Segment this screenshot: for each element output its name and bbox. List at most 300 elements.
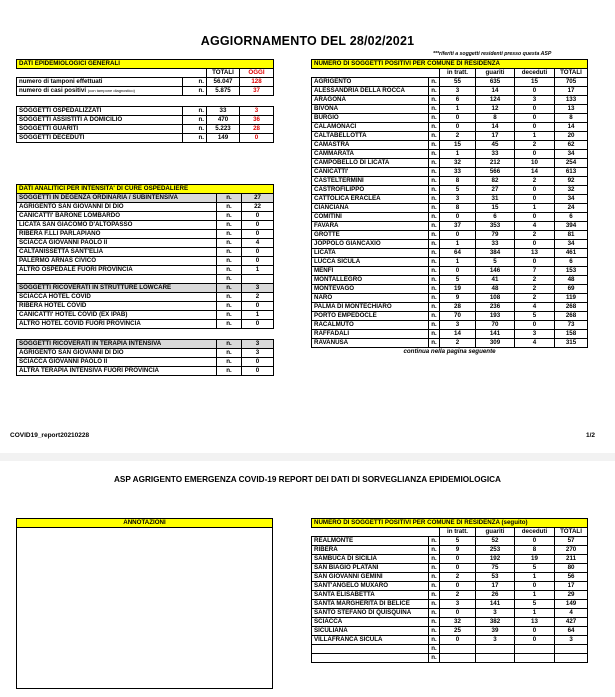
comune-name: LUCCA SICULA [312,258,429,267]
analytics-n: n. [217,275,242,284]
comune-guariti: 31 [476,195,515,204]
general-n: n. [183,116,207,125]
comune-row [312,204,588,213]
comune-guariti: 3 [476,636,515,645]
page-divider [0,453,615,461]
comune-in-tratt: 6 [440,96,476,105]
comune-name: CALAMONACI [312,123,429,132]
analytics-value: 0 [242,221,274,230]
comune-in-tratt: 0 [440,213,476,222]
analytics-label: ALTRA TERAPIA INTENSIVA FUORI PROVINCIA [17,367,217,376]
comune-row [312,132,588,141]
comune-n: n. [429,132,440,141]
analytics-value: 2 [242,293,274,302]
analytics-value: 1 [242,311,274,320]
comune-n: n. [429,195,440,204]
analytics-label: AGRIGENTO SAN GIOVANNI DI DIO [17,349,217,358]
comune-totali: 62 [555,141,588,150]
analytics-n: n. [217,349,242,358]
comune-totali: 4 [555,609,588,618]
comune-n: n. [429,312,440,321]
analytics-label: CALTANISSETTA SANT'ELIA [17,248,217,257]
comune-name: MONTEVAGO [312,285,429,294]
comune-in-tratt: 0 [440,636,476,645]
analytics-n: n. [217,230,242,239]
general-total: 33 [207,107,240,116]
page-number: 1/2 [586,432,596,439]
comune-n: n. [429,654,440,663]
comune-in-tratt: 2 [440,573,476,582]
comune-n: n. [429,240,440,249]
general-n: n. [183,125,207,134]
analytics-row [17,257,274,266]
report-title: ASP AGRIGENTO EMERGENZA COVID-19 REPORT DEI DATI DI SORVEGLIANZA EPIDEMIOLOGICA [114,475,501,484]
comune-guariti: 75 [476,564,515,573]
comune-in-tratt: 5 [440,537,476,546]
comune-in-tratt: 2 [440,132,476,141]
comune-n: n. [429,609,440,618]
comune-in-tratt: 9 [440,546,476,555]
comune-row [312,96,588,105]
comune-in-tratt: 2 [440,591,476,600]
comune-n: n. [429,537,440,546]
totali-header: TOTALI [207,69,240,78]
analytics-n: n. [217,320,242,329]
comune-row [312,276,588,285]
comune-deceduti: 8 [515,546,555,555]
comune-n: n. [429,150,440,159]
comune-name: PORTO EMPEDOCLE [312,312,429,321]
general-today: 0 [240,134,274,143]
comune-totali: 158 [555,330,588,339]
general-n: n. [183,78,207,87]
analytics-n: n. [217,203,242,212]
general-label: SOGGETTI ASSISTITI A DOMICILIO [17,116,183,125]
comune-totali: 81 [555,231,588,240]
comuni2-header: NUMERO DI SOGGETTI POSITIVI PER COMUNE DI RESIDENZA (seguito) [312,519,588,528]
comune-name: ARAGONA [312,96,429,105]
general-total: 5.875 [207,87,240,96]
comune-deceduti: 2 [515,231,555,240]
analytics-n: n. [217,194,242,203]
general-today: 128 [240,78,274,87]
comune-totali: 34 [555,195,588,204]
analytics-value: 0 [242,257,274,266]
comune-n: n. [429,573,440,582]
analytics-row [17,367,274,376]
comune-guariti: 566 [476,168,515,177]
comune-name: SAN GIOVANNI GEMINI [312,573,429,582]
comune-guariti: 14 [476,123,515,132]
comune-guariti: 212 [476,159,515,168]
analytics-row [17,302,274,311]
comune-totali: 427 [555,618,588,627]
comune-in-tratt: 1 [440,150,476,159]
comune-n: n. [429,123,440,132]
analytics-n: n. [217,302,242,311]
comune-name: VILLAFRANCA SICULA [312,636,429,645]
general-cols-row [17,69,274,78]
comune-n: n. [429,546,440,555]
comune-name: SANTO STEFANO DI QUISQUINA [312,609,429,618]
analytics-label: AGRIGENTO SAN GIOVANNI DI DIO [17,203,217,212]
general-label-text: numero di tamponi effettuati [19,78,103,85]
col-totali: TOTALI [555,528,588,537]
comune-guariti: 309 [476,339,515,348]
comune-n: n. [429,222,440,231]
comune-name: MENFI [312,267,429,276]
comune-totali: 56 [555,573,588,582]
comune-n: n. [429,276,440,285]
analytics-value: 3 [242,340,274,349]
comune-in-tratt: 19 [440,285,476,294]
comune-totali: 149 [555,600,588,609]
comune-totali: 29 [555,591,588,600]
comune-name: AGRIGENTO [312,78,429,87]
comune-in-tratt: 3 [440,600,476,609]
analytics-value: 1 [242,266,274,275]
comune-guariti: 141 [476,330,515,339]
comune-name: SANT'ANGELO MUXARO [312,582,429,591]
residents-note: ***riferiti a soggetti residenti presso questa ASP [433,51,552,57]
comune-deceduti: 0 [515,537,555,546]
comune-in-tratt: 0 [440,123,476,132]
annotazioni-header: ANNOTAZIONI [17,519,273,528]
comune-row [312,267,588,276]
comune-deceduti: 3 [515,96,555,105]
analytics-row [17,275,274,284]
comune-deceduti: 1 [515,204,555,213]
comune-row [312,258,588,267]
comune-n: n. [429,105,440,114]
analytics-value [242,329,274,340]
general-label [17,87,183,96]
analytics-value: 4 [242,239,274,248]
general-label [17,78,183,87]
comune-totali: 211 [555,555,588,564]
comune-row [312,591,588,600]
comune-deceduti: 0 [515,114,555,123]
comune-deceduti: 1 [515,132,555,141]
comune-deceduti: 1 [515,591,555,600]
comune-n: n. [429,267,440,276]
comune-deceduti: 19 [515,555,555,564]
general-n: n. [183,134,207,143]
analytics-label: PALERMO ARNAS CIVICO [17,257,217,266]
comune-n: n. [429,96,440,105]
analytics-n: n. [217,248,242,257]
analytics-row [17,248,274,257]
comune-name: SICULIANA [312,627,429,636]
comune-n: n. [429,114,440,123]
analytics-value: 3 [242,284,274,293]
comune-name: SCIACCA [312,618,429,627]
comune-totali: 80 [555,564,588,573]
comune-totali: 6 [555,258,588,267]
comune-in-tratt: 5 [440,186,476,195]
comune-guariti: 124 [476,96,515,105]
analytics-row [17,230,274,239]
comune-totali: 394 [555,222,588,231]
comune-deceduti: 0 [515,87,555,96]
comune-deceduti: 14 [515,168,555,177]
comune-guariti: 82 [476,177,515,186]
comune-row [312,240,588,249]
comune-totali: 69 [555,285,588,294]
comune-row [312,78,588,87]
comune-row [312,303,588,312]
comune-guariti: 26 [476,591,515,600]
comune-guariti: 15 [476,204,515,213]
comuni2-cols-row [312,528,588,537]
comune-guariti: 353 [476,222,515,231]
comune-n: n. [429,636,440,645]
comune-n: n. [429,249,440,258]
general-total: 470 [207,116,240,125]
analytics-table [16,184,274,376]
analytics-label: CANICATTI' BARONE LOMBARDO [17,212,217,221]
comune-deceduti: 0 [515,240,555,249]
comune-totali [555,654,588,663]
comune-totali [555,645,588,654]
analytics-n: n. [217,284,242,293]
comune-in-tratt: 2 [440,339,476,348]
comuni-table-2 [311,518,588,663]
analytics-row [17,284,274,293]
comune-in-tratt: 8 [440,177,476,186]
comune-name: CIANCIANA [312,204,429,213]
comune-name: CASTROFILIPPO [312,186,429,195]
comune-row [312,213,588,222]
comune-n: n. [429,618,440,627]
comune-totali: 34 [555,150,588,159]
comune-deceduti: 2 [515,285,555,294]
general-label: SOGGETTI OSPEDALIZZATI [17,107,183,116]
comune-in-tratt: 0 [440,267,476,276]
comune-deceduti: 0 [515,636,555,645]
comune-deceduti: 4 [515,339,555,348]
comune-row [312,150,588,159]
general-total: 5.223 [207,125,240,134]
comune-row [312,87,588,96]
comune-deceduti: 2 [515,141,555,150]
comune-row [312,312,588,321]
comune-guariti: 236 [476,303,515,312]
analytics-n: n. [217,239,242,248]
comune-n: n. [429,600,440,609]
analytics-n: n. [217,257,242,266]
comune-totali: 268 [555,312,588,321]
comune-in-tratt [440,645,476,654]
comune-n: n. [429,303,440,312]
analytics-row [17,212,274,221]
annotazioni-box [16,518,273,689]
comune-totali: 48 [555,276,588,285]
general-today: 37 [240,87,274,96]
comune-guariti: 79 [476,231,515,240]
comune-name: REALMONTE [312,537,429,546]
comune-guariti: 33 [476,150,515,159]
comuni1-header: NUMERO DI SOGGETTI POSITIVI PER COMUNE DI RESIDENZA [312,60,588,69]
comune-n: n. [429,258,440,267]
analytics-n: n. [217,358,242,367]
comune-row [312,546,588,555]
comune-name: CAMMARATA [312,150,429,159]
comune-row [312,177,588,186]
comune-row [312,159,588,168]
comune-deceduti: 0 [515,105,555,114]
comune-deceduti: 1 [515,573,555,582]
comune-in-tratt: 3 [440,195,476,204]
comune-name: CATTOLICA ERACLEA [312,195,429,204]
comune-row [312,231,588,240]
comune-totali: 14 [555,123,588,132]
comune-name: GROTTE [312,231,429,240]
comune-guariti: 17 [476,132,515,141]
comune-row [312,636,588,645]
comune-totali: 613 [555,168,588,177]
comune-in-tratt: 5 [440,276,476,285]
analytics-row [17,320,274,329]
analytics-label: ALTRO HOTEL COVID FUORI PROVINCIA [17,320,217,329]
analytics-n: n. [217,212,242,221]
comune-name: RAVANUSA [312,339,429,348]
general-row [17,116,274,125]
comune-name: LICATA [312,249,429,258]
comune-n: n. [429,204,440,213]
comune-totali: 315 [555,339,588,348]
general-today: 3 [240,107,274,116]
comune-guariti: 53 [476,573,515,582]
comune-guariti: 141 [476,600,515,609]
comune-name: CALTABELLOTTA [312,132,429,141]
comune-guariti: 635 [476,78,515,87]
comune-in-tratt: 3 [440,87,476,96]
comune-row [312,105,588,114]
comune-row [312,321,588,330]
comune-deceduti: 5 [515,564,555,573]
comune-row [312,555,588,564]
comune-in-tratt: 1 [440,240,476,249]
comune-row [312,330,588,339]
comune-guariti: 17 [476,582,515,591]
report-id: COVID19_report20210228 [10,432,90,439]
comune-name: SAMBUCA DI SICILIA [312,555,429,564]
general-row [17,87,274,96]
analytics-label [17,329,217,340]
comune-totali: 34 [555,240,588,249]
comune-row [312,285,588,294]
page-title: AGGIORNAMENTO DEL 28/02/2021 [200,34,415,48]
comune-name: CAMPOBELLO DI LICATA [312,159,429,168]
comune-deceduti: 13 [515,618,555,627]
comune-totali: 24 [555,204,588,213]
general-total: 56.047 [207,78,240,87]
comune-totali: 13 [555,105,588,114]
comune-guariti: 193 [476,312,515,321]
col-in-tratt: in tratt. [440,69,476,78]
col-guariti: guariti [476,528,515,537]
comune-in-tratt: 55 [440,78,476,87]
comune-row [312,654,588,663]
comune-totali: 8 [555,114,588,123]
comune-row [312,537,588,546]
comune-deceduti: 4 [515,222,555,231]
comune-row [312,222,588,231]
comune-n: n. [429,186,440,195]
comune-n: n. [429,285,440,294]
comune-name: SANTA ELISABETTA [312,591,429,600]
analytics-n: n. [217,266,242,275]
general-row [17,125,274,134]
analytics-row [17,266,274,275]
comune-n: n. [429,168,440,177]
comune-row [312,294,588,303]
analytics-n: n. [217,311,242,320]
comuni-table-1 [311,59,588,356]
comune-name: CANICATTI' [312,168,429,177]
comune-totali: 92 [555,177,588,186]
comune-row [312,600,588,609]
comune-in-tratt: 1 [440,105,476,114]
general-row [17,134,274,143]
analytics-value: 0 [242,230,274,239]
comune-deceduti: 13 [515,249,555,258]
general-header-row [17,60,274,69]
comune-row [312,168,588,177]
comune-deceduti: 0 [515,123,555,132]
analytics-value [242,275,274,284]
comune-deceduti [515,645,555,654]
comune-n: n. [429,231,440,240]
comune-n: n. [429,564,440,573]
col-guariti: guariti [476,69,515,78]
comune-row [312,627,588,636]
comune-name: RAFFADALI [312,330,429,339]
annotazioni-body [17,528,273,689]
comune-in-tratt: 32 [440,618,476,627]
analytics-n [217,329,242,340]
comune-deceduti: 0 [515,321,555,330]
comuni1-header-row [312,60,588,69]
analytics-value: 0 [242,367,274,376]
comune-in-tratt: 32 [440,159,476,168]
comune-deceduti [515,654,555,663]
comune-guariti: 6 [476,213,515,222]
analytics-label: SCIACCA GIOVANNI PAOLO II [17,239,217,248]
analytics-label: SOGGETTI RICOVERATI IN TERAPIA INTENSIVA [17,340,217,349]
comune-row [312,339,588,348]
general-row [17,107,274,116]
analytics-value: 0 [242,248,274,257]
analytics-row [17,311,274,320]
general-label: SOGGETTI DECEDUTI [17,134,183,143]
comune-guariti: 41 [476,276,515,285]
comune-guariti: 146 [476,267,515,276]
comune-in-tratt: 14 [440,330,476,339]
comune-name: NARO [312,294,429,303]
oggi-header: OGGI [240,69,274,78]
comune-in-tratt: 0 [440,564,476,573]
analytics-value: 0 [242,212,274,221]
analytics-label: RIBERA F.LLI PARLAPIANO [17,230,217,239]
comune-guariti: 27 [476,186,515,195]
comune-in-tratt: 9 [440,294,476,303]
analytics-value: 0 [242,320,274,329]
comune-name: RACALMUTO [312,321,429,330]
col-deceduti: deceduti [515,69,555,78]
comune-in-tratt: 1 [440,258,476,267]
